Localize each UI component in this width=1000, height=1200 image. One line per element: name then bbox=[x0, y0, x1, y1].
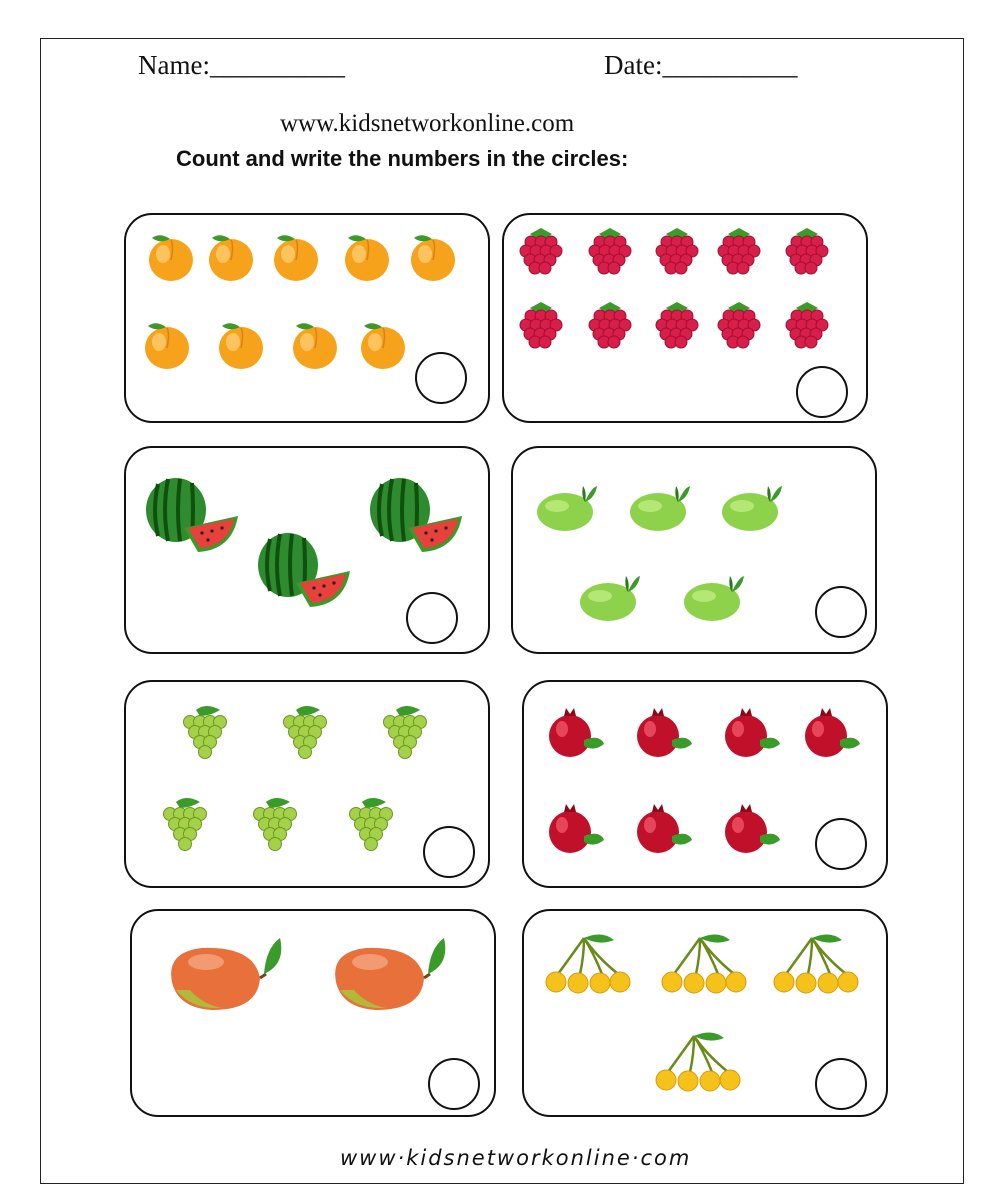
raspberry-icon bbox=[516, 226, 568, 276]
pomegranate-icon bbox=[634, 704, 694, 760]
pomegranate-icon bbox=[802, 704, 862, 760]
grapes-icon bbox=[376, 704, 432, 760]
peach-icon bbox=[408, 230, 458, 282]
lime-icon bbox=[537, 482, 599, 532]
watermelon-icon bbox=[146, 478, 241, 556]
cherries-icon bbox=[654, 1030, 742, 1092]
lime-icon bbox=[580, 572, 642, 622]
grapes-icon bbox=[276, 704, 332, 760]
pomegranate-icon bbox=[634, 800, 694, 856]
cherries-icon bbox=[660, 932, 748, 994]
watermelon-icon bbox=[258, 533, 353, 611]
mango-icon bbox=[326, 938, 450, 1014]
peach-icon bbox=[271, 230, 321, 282]
pomegranate-icon bbox=[722, 800, 782, 856]
watermelon-icon bbox=[370, 478, 465, 556]
cherries-icon bbox=[544, 932, 632, 994]
lime-icon bbox=[722, 482, 784, 532]
website-footer: www·kidsnetworkonline·com bbox=[340, 1146, 692, 1170]
mango-icon bbox=[162, 938, 286, 1014]
answer-circle-grapes[interactable] bbox=[423, 826, 475, 878]
raspberry-icon bbox=[585, 226, 637, 276]
raspberry-icon bbox=[782, 300, 834, 350]
grapes-icon bbox=[176, 704, 232, 760]
peach-icon bbox=[342, 230, 392, 282]
raspberry-icon bbox=[652, 300, 704, 350]
website-header: www.kidsnetworkonline.com bbox=[280, 110, 575, 137]
raspberry-icon bbox=[516, 300, 568, 350]
raspberry-icon bbox=[782, 226, 834, 276]
pomegranate-icon bbox=[546, 704, 606, 760]
lime-icon bbox=[630, 482, 692, 532]
peach-icon bbox=[216, 318, 266, 370]
grapes-icon bbox=[342, 796, 398, 852]
peach-icon bbox=[206, 230, 256, 282]
raspberry-icon bbox=[714, 226, 766, 276]
cherries-icon bbox=[772, 932, 860, 994]
instruction-text: Count and write the numbers in the circles: bbox=[176, 146, 629, 171]
grapes-icon bbox=[156, 796, 212, 852]
lime-icon bbox=[684, 572, 746, 622]
peach-icon bbox=[358, 318, 408, 370]
peach-icon bbox=[142, 318, 192, 370]
answer-circle-pomegranates[interactable] bbox=[815, 818, 867, 870]
peach-icon bbox=[146, 230, 196, 282]
answer-circle-peaches[interactable] bbox=[415, 352, 467, 404]
peach-icon bbox=[290, 318, 340, 370]
answer-circle-mangoes[interactable] bbox=[428, 1058, 480, 1110]
pomegranate-icon bbox=[722, 704, 782, 760]
raspberry-icon bbox=[585, 300, 637, 350]
name-field-label: Name:__________ bbox=[138, 50, 345, 80]
raspberry-icon bbox=[652, 226, 704, 276]
date-field-label: Date:__________ bbox=[604, 50, 798, 80]
raspberry-icon bbox=[714, 300, 766, 350]
pomegranate-icon bbox=[546, 800, 606, 856]
grapes-icon bbox=[246, 796, 302, 852]
answer-circle-watermelons[interactable] bbox=[406, 592, 458, 644]
answer-circle-raspberries[interactable] bbox=[796, 366, 848, 418]
answer-circle-limes[interactable] bbox=[815, 586, 867, 638]
answer-circle-cherries[interactable] bbox=[815, 1058, 867, 1110]
